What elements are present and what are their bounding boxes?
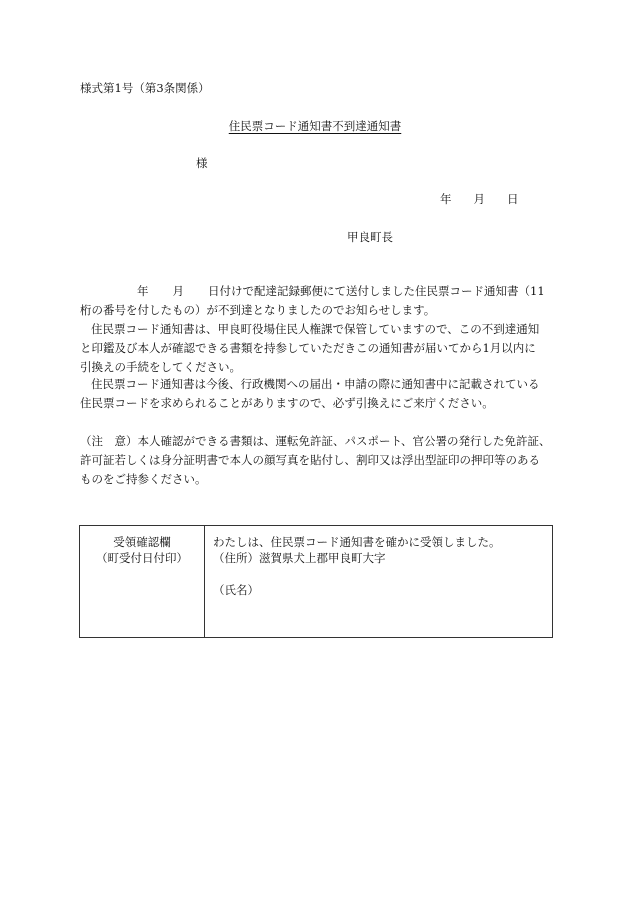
paragraph-custody <box>80 320 550 376</box>
receipt-content-cell[interactable] <box>205 526 553 638</box>
receipt-statement: わたしは、住民票コード通知書を確かに受領しました。 <box>213 535 501 549</box>
date-month: 月 <box>473 192 485 206</box>
p1-line1-rest: 日付けで配達記録郵便にて送付しました住民票コード通知書（11 <box>208 284 545 298</box>
paragraph-line: 桁の番号を付したもの）が不到達となりましたのでお知らせします。 <box>80 302 436 317</box>
note-line: 許可証若しくは身分証明書で本人の顔写真を貼付し、割印又は浮出型証印の押印等のある <box>80 452 540 467</box>
sender-name: 甲良町長 <box>347 230 393 244</box>
paragraph-line: 住民票コードを求められることがありますので、必ず引換えにご来庁ください。 <box>80 395 494 410</box>
note-line: ものをご持参ください。 <box>80 471 207 486</box>
note-line: （注 意）本人確認ができる書類は、運転免許証、パスポート、官公署の発行した免許証、 <box>80 434 551 448</box>
note-block <box>80 432 550 488</box>
p1-year: 年 <box>137 284 149 298</box>
paragraph-line: 引換えの手続をしてください。 <box>80 359 241 374</box>
paragraph-line <box>80 282 550 301</box>
receipt-address-label: （住所）滋賀県犬上郡甲良町大字 <box>213 551 386 565</box>
date-line <box>440 194 519 206</box>
receipt-label: 受領確認欄 <box>113 535 171 549</box>
paragraph-notice <box>80 282 550 320</box>
date-year: 年 <box>440 192 452 206</box>
date-day: 日 <box>507 192 519 206</box>
form-number: 様式第1号（第3条関係） <box>80 81 210 95</box>
document-title-row <box>0 121 630 133</box>
p1-month: 月 <box>172 284 184 298</box>
receipt-label-cell <box>80 526 205 638</box>
receipt-confirmation-table <box>79 525 553 638</box>
receipt-name-label: （氏名） <box>213 583 259 597</box>
paragraph-future-use <box>80 375 550 413</box>
paragraph-line: と印鑑及び本人が確認できる書類を持参していただきこの通知書が届いてから1月以内に <box>80 340 536 355</box>
paragraph-line: 住民票コード通知書は、甲良町役場住民人権課で保管していますので、この不到達通知 <box>91 322 540 336</box>
document-title: 住民票コード通知書不到達通知書 <box>228 119 402 133</box>
paragraph-line: 住民票コード通知書は今後、行政機関への届出・申請の際に通知書中に記載されている <box>91 377 540 391</box>
receipt-stamp-label: （町受付日付印） <box>96 551 188 565</box>
addressee-suffix: 様 <box>196 156 208 170</box>
